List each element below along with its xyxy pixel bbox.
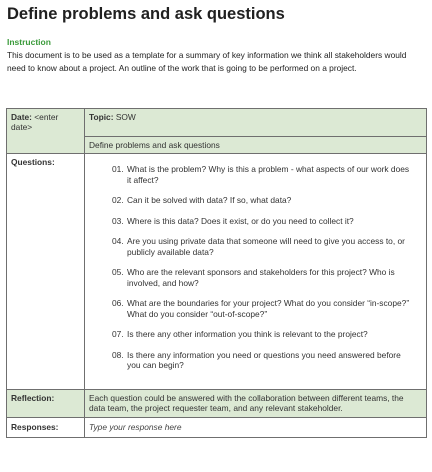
instruction-label: Instruction [7, 37, 51, 47]
question-number: 03. [112, 215, 124, 226]
reflection-label-cell [7, 389, 85, 417]
date-value[interactable]: <enter date> [11, 112, 59, 132]
questions-label-cell [7, 154, 85, 390]
question-text: Who are the relevant sponsors and stakeholders for this project? Who is involved, and how? [127, 267, 395, 288]
question-number: 07. [112, 329, 124, 339]
question-number: 01. [112, 164, 124, 174]
list-item [112, 195, 412, 206]
question-text: Is there any information you need or questions you need answered before you can begin? [127, 349, 401, 370]
questions-cell [85, 154, 427, 390]
list-item [112, 236, 412, 257]
responses-label: Responses: [11, 422, 59, 432]
document-title: Define problems and ask questions [7, 5, 285, 23]
topic-value[interactable]: SOW [115, 112, 136, 122]
reflection-text: Each question could be answered with the collaboration between different teams, the data team, the project requester team, and any relevant stakeholder. [89, 392, 404, 413]
list-item [112, 350, 412, 371]
responses-cell[interactable] [85, 417, 427, 437]
questions-label: Questions: [11, 157, 55, 167]
question-number: 08. [112, 349, 124, 360]
subtitle-cell [85, 137, 427, 154]
question-text: What is the problem? Why is this a problem - what aspects of our work does it affect? [127, 164, 410, 185]
reflection-cell [85, 389, 427, 417]
question-text: What are the boundaries for your project? What do you consider “in-scope?” What do you consider “out-of-scope?” [127, 298, 410, 319]
list-item [112, 329, 412, 340]
question-number: 02. [112, 195, 124, 205]
template-table [6, 108, 427, 438]
reflection-label: Reflection: [11, 392, 55, 403]
subtitle-text: Define problems and ask questions [89, 140, 220, 150]
list-item [112, 298, 412, 319]
question-number: 06. [112, 298, 124, 308]
list-item [112, 216, 412, 227]
instruction-text: This document is to be used as a template for a summary of key information we think all stakeholders would need to know about a project. An outline of the work that is going to be performed on a project. [7, 50, 407, 73]
topic-label: Topic: [89, 112, 114, 122]
responses-label-cell [7, 417, 85, 437]
topic-cell[interactable] [85, 109, 427, 137]
question-number: 04. [112, 236, 124, 246]
list-item [112, 267, 412, 288]
question-text: Can it be solved with data? If so, what data? [127, 195, 292, 205]
question-text: Where is this data? Does it exist, or do you need to collect it? [127, 215, 354, 226]
date-cell[interactable] [7, 109, 85, 154]
date-label: Date: [11, 112, 32, 122]
question-number: 05. [112, 267, 124, 277]
list-item [112, 164, 412, 185]
question-text: Are you using private data that someone will need to give you access to, or publicly available data? [127, 236, 405, 257]
responses-input[interactable]: Type your response here [89, 422, 182, 432]
questions-list [85, 154, 426, 389]
question-text: Is there any other information you think is relevant to the project? [127, 329, 368, 339]
